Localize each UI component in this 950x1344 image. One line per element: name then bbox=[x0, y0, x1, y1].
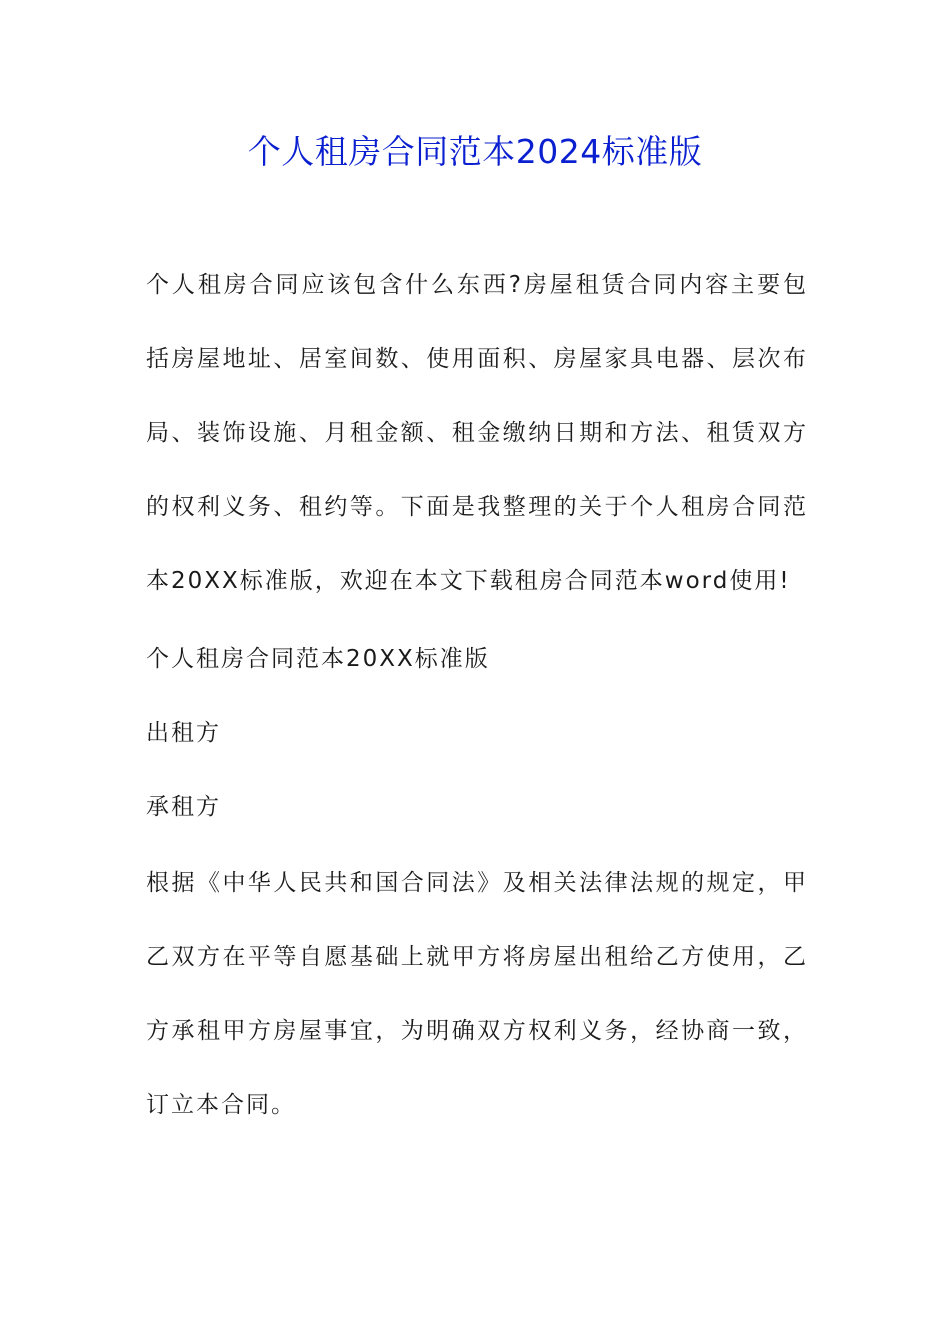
intro-paragraph: 个人租房合同应该包含什么东西?房屋租赁合同内容主要包括房屋地址、居室间数、使用面积、房屋家具电器、层次布局、装饰设施、月租金额、租金缴纳日期和方法、租赁双方的权利义务、租约等。下面是我整理的关于个人租房合同范本20XX标准版，欢迎在本文下载租房合同范本word使用! bbox=[146, 272, 808, 594]
contract-subtitle: 个人租房合同范本20XX标准版 bbox=[146, 646, 490, 672]
basis-paragraph: 根据《中华人民共和国合同法》及相关法律法规的规定，甲乙双方在平等自愿基础上就甲方将房屋出租给乙方使用，乙方承租甲方房屋事宜，为明确双方权利义务，经协商一致，订立本合同。 bbox=[146, 870, 808, 1118]
lessee-label: 承租方 bbox=[146, 794, 221, 820]
document-title: 个人租房合同范本2024标准版 bbox=[247, 132, 703, 171]
lessor-label: 出租方 bbox=[146, 720, 221, 746]
